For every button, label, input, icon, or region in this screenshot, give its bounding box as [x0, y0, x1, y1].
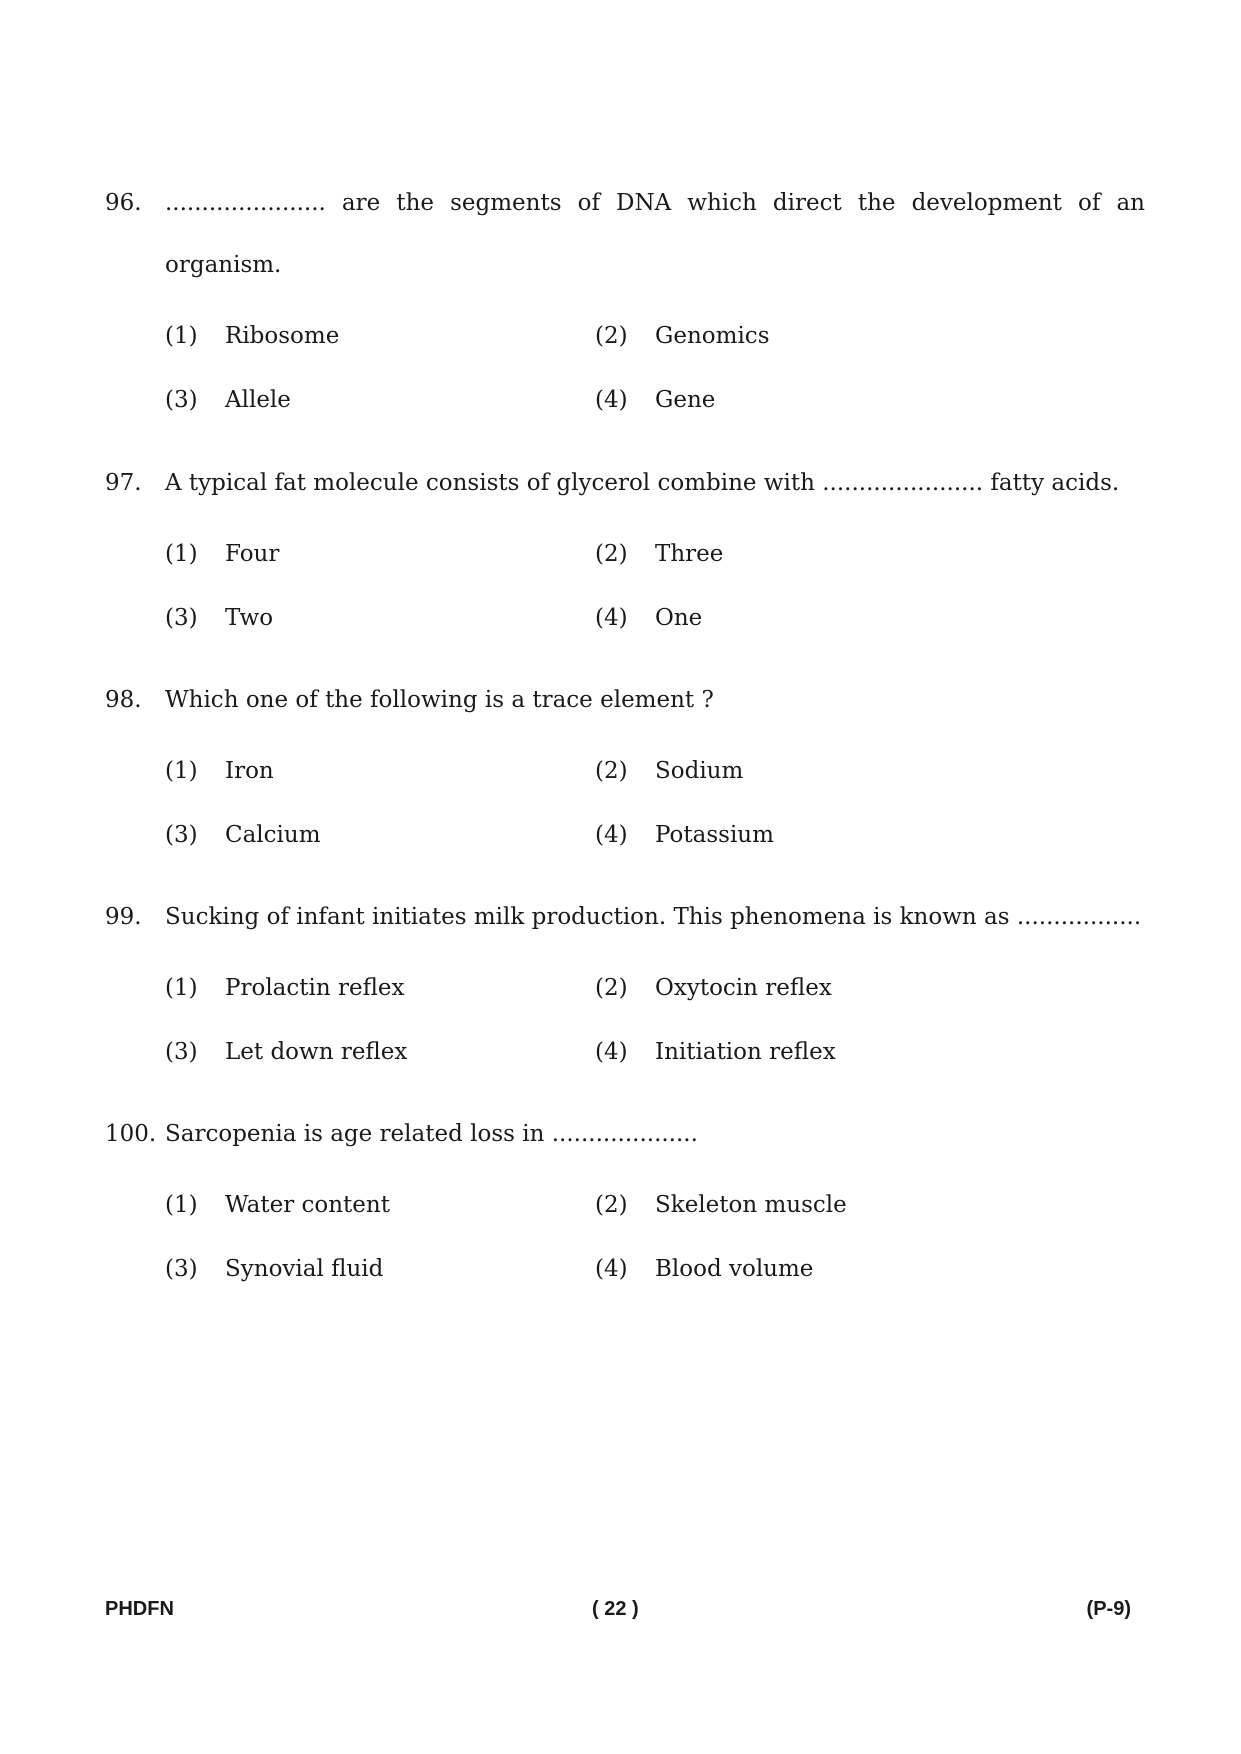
option-text: Gene	[655, 387, 716, 413]
option-row	[105, 956, 1145, 1020]
options	[105, 304, 1145, 432]
option-text: Sodium	[655, 758, 744, 784]
options	[105, 739, 1145, 867]
option-row	[105, 1173, 1145, 1237]
question-number: 100.	[105, 1121, 157, 1147]
option-row	[105, 739, 1145, 803]
option-row	[105, 803, 1145, 867]
option-text: Three	[655, 541, 724, 567]
footer-set-code: (P-9)	[1086, 1598, 1131, 1620]
option-row	[105, 1020, 1145, 1084]
option-4	[595, 368, 715, 432]
option-text: Two	[225, 605, 274, 631]
question-number: 97.	[105, 470, 142, 496]
question-number: 96.	[105, 190, 142, 216]
option-number: (2)	[595, 1192, 628, 1218]
question-line	[105, 452, 1145, 514]
option-text: Potassium	[655, 822, 774, 848]
question-line	[105, 1103, 1145, 1165]
option-text: Skeleton muscle	[655, 1192, 847, 1218]
option-number: (4)	[595, 1256, 628, 1282]
option-text: Calcium	[225, 822, 321, 848]
option-1	[165, 304, 339, 368]
option-number: (3)	[165, 387, 198, 413]
option-2	[595, 1173, 847, 1237]
question-97	[105, 452, 1145, 650]
option-3	[165, 1237, 383, 1301]
question-line	[105, 886, 1145, 948]
option-number: (3)	[165, 1039, 198, 1065]
option-text: Ribosome	[225, 323, 340, 349]
question-text: ...................... are the segments of DNA which direct the development of an	[165, 190, 1145, 216]
option-number: (1)	[165, 541, 198, 567]
options	[105, 522, 1145, 650]
option-text: Iron	[225, 758, 274, 784]
option-number: (1)	[165, 1192, 198, 1218]
question-text: Sarcopenia is age related loss in ....................	[165, 1121, 698, 1147]
option-text: Oxytocin reflex	[655, 975, 832, 1001]
option-number: (2)	[595, 758, 628, 784]
question-96	[105, 172, 1145, 432]
option-3	[165, 368, 291, 432]
option-number: (3)	[165, 822, 198, 848]
option-4	[595, 1020, 836, 1084]
question-98	[105, 669, 1145, 867]
option-4	[595, 803, 774, 867]
option-number: (4)	[595, 605, 628, 631]
option-row	[105, 522, 1145, 586]
option-2	[595, 739, 743, 803]
option-3	[165, 1020, 407, 1084]
question-text: Sucking of infant initiates milk production. This phenomena is known as .................	[165, 904, 1142, 930]
option-text: Four	[225, 541, 280, 567]
option-2	[595, 304, 770, 368]
option-number: (2)	[595, 323, 628, 349]
option-number: (1)	[165, 323, 198, 349]
option-4	[595, 1237, 813, 1301]
option-row	[105, 1237, 1145, 1301]
option-3	[165, 803, 321, 867]
options	[105, 1173, 1145, 1301]
question-100	[105, 1103, 1145, 1301]
option-number: (2)	[595, 975, 628, 1001]
option-number: (3)	[165, 605, 198, 631]
option-number: (4)	[595, 1039, 628, 1065]
question-line	[105, 172, 1145, 234]
question-number: 99.	[105, 904, 142, 930]
option-4	[595, 586, 702, 650]
option-text: One	[655, 605, 703, 631]
option-2	[595, 522, 723, 586]
option-1	[165, 739, 274, 803]
question-text: A typical fat molecule consists of glycerol combine with ...................... fatty acids.	[165, 470, 1120, 496]
option-row	[105, 586, 1145, 650]
option-text: Prolactin reflex	[225, 975, 405, 1001]
option-text: Initiation reflex	[655, 1039, 836, 1065]
option-number: (2)	[595, 541, 628, 567]
question-text-continued: organism.	[165, 252, 282, 278]
footer-page-number: ( 22 )	[592, 1598, 639, 1620]
option-1	[165, 522, 279, 586]
option-text: Genomics	[655, 323, 770, 349]
option-1	[165, 1173, 390, 1237]
option-number: (4)	[595, 822, 628, 848]
option-number: (1)	[165, 758, 198, 784]
option-3	[165, 586, 273, 650]
footer-paper-code: PHDFN	[105, 1598, 174, 1620]
option-row	[105, 304, 1145, 368]
question-number: 98.	[105, 687, 142, 713]
option-text: Water content	[225, 1192, 390, 1218]
option-2	[595, 956, 832, 1020]
option-number: (4)	[595, 387, 628, 413]
option-number: (3)	[165, 1256, 198, 1282]
option-text: Allele	[225, 387, 291, 413]
question-line	[105, 669, 1145, 731]
question-text: Which one of the following is a trace element ?	[165, 687, 714, 713]
option-text: Let down reflex	[225, 1039, 408, 1065]
option-text: Blood volume	[655, 1256, 814, 1282]
options	[105, 956, 1145, 1084]
question-99	[105, 886, 1145, 1084]
option-1	[165, 956, 405, 1020]
option-row	[105, 368, 1145, 432]
option-text: Synovial fluid	[225, 1256, 384, 1282]
option-number: (1)	[165, 975, 198, 1001]
